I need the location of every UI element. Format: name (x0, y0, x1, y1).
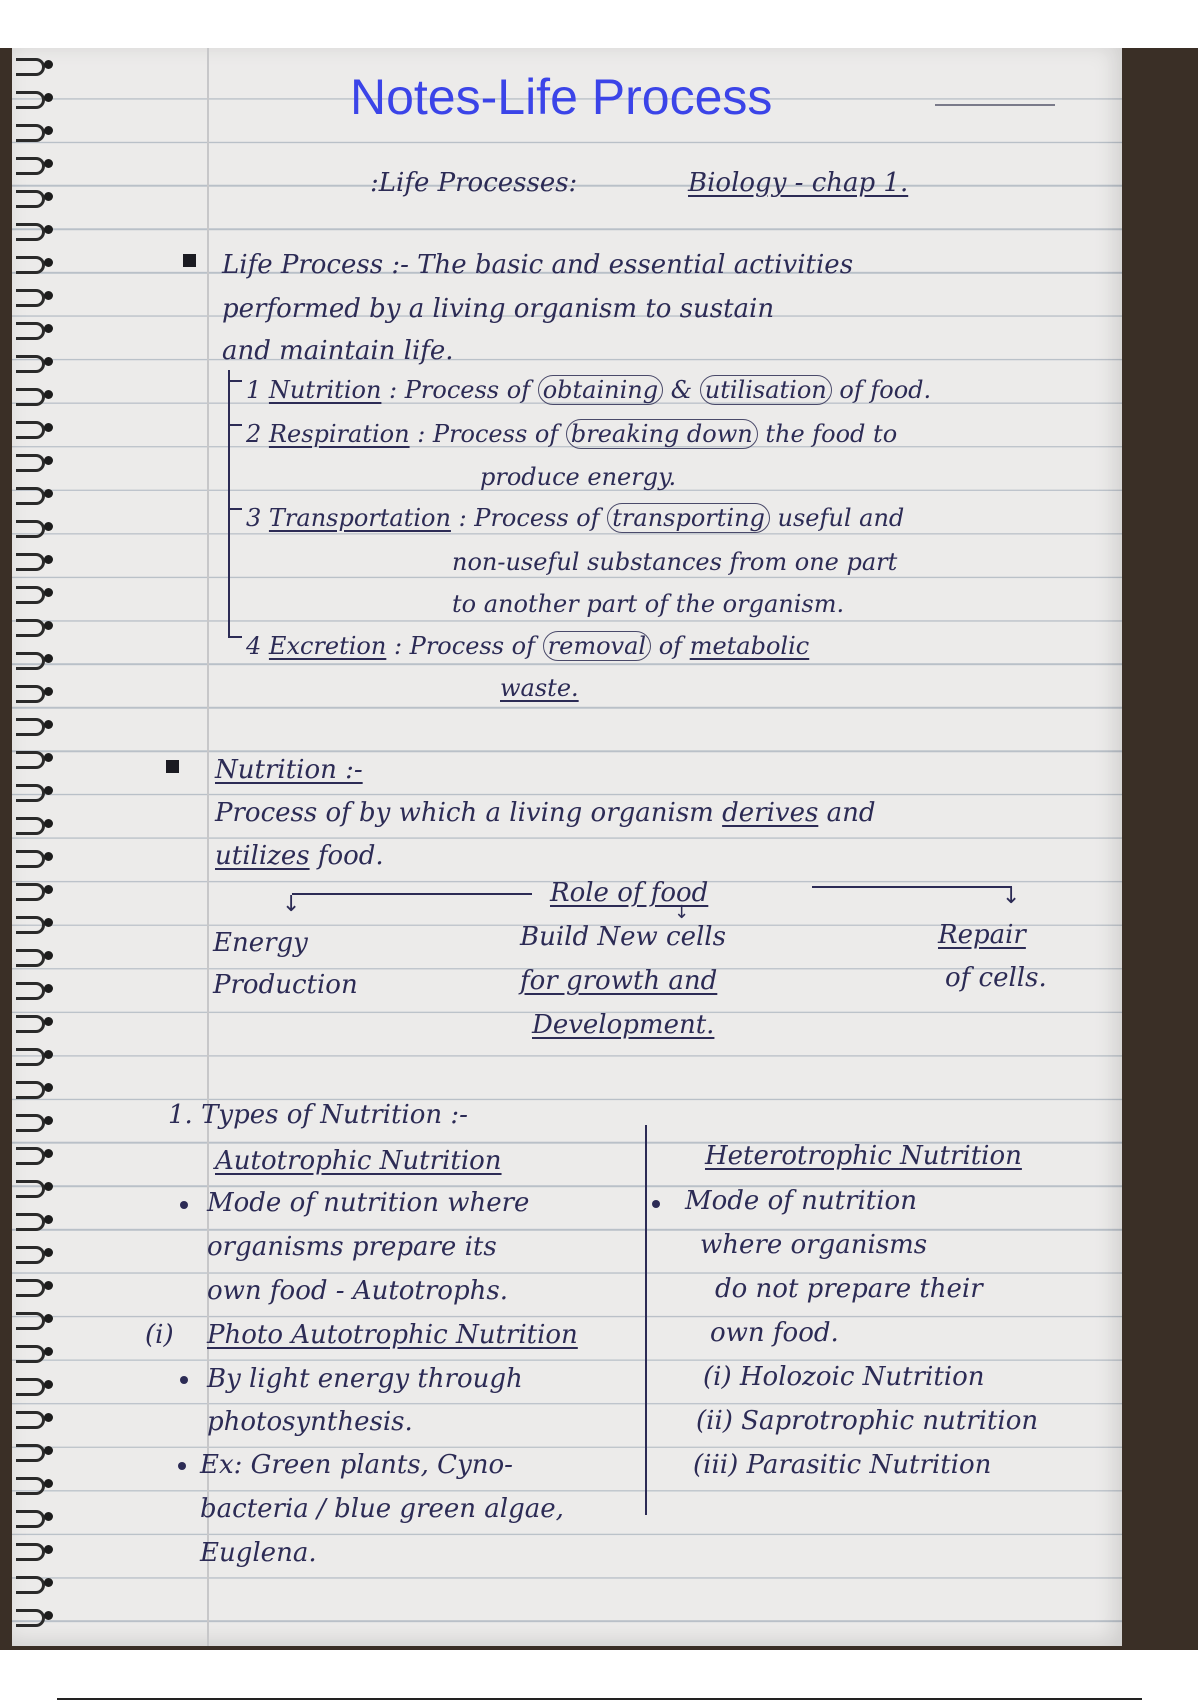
photo-autotrophic-heading: Photo Autotrophic Nutrition (207, 1320, 578, 1350)
life-process-term-label: Life Process :- (222, 250, 409, 280)
spiral-ring (16, 949, 54, 965)
example-line: Euglena. (200, 1538, 317, 1568)
ring-loop (16, 982, 45, 1000)
role-item: Production (213, 970, 358, 1000)
ring-loop (16, 652, 45, 670)
ring-hole (44, 357, 53, 366)
ring-loop (16, 1345, 45, 1363)
ring-loop (16, 1444, 45, 1462)
ring-hole (44, 324, 53, 333)
bracket-tick (228, 636, 242, 638)
heterotrophic-line: Mode of nutrition (685, 1186, 917, 1216)
ring-loop (16, 1378, 45, 1396)
item-text: : Process of (458, 504, 600, 532)
ring-hole (44, 885, 53, 894)
spiral-ring (16, 784, 54, 800)
spiral-ring (16, 982, 54, 998)
ring-loop (16, 1213, 45, 1231)
ring-loop (16, 1510, 45, 1528)
ring-loop (16, 355, 45, 373)
spiral-ring (16, 751, 54, 767)
role-item: for growth and (520, 966, 718, 996)
spiral-ring (16, 1114, 54, 1130)
nutrition-heading: Nutrition :- (215, 755, 363, 785)
item-text: useful and (777, 504, 905, 532)
ring-hole (44, 1578, 53, 1587)
spiral-ring (16, 1609, 54, 1625)
spiral-ring (16, 520, 54, 536)
spiral-ring (16, 1081, 54, 1097)
ring-hole (44, 1050, 53, 1059)
spiral-ring (16, 1576, 54, 1592)
ring-hole (44, 258, 53, 267)
item-text: & (670, 376, 693, 404)
ring-hole (44, 720, 53, 729)
ring-loop (16, 421, 45, 439)
item-number: 2 (246, 420, 262, 448)
item-text: the food to (765, 420, 898, 448)
spiral-ring (16, 1180, 54, 1196)
ring-loop (16, 1411, 45, 1429)
spiral-ring (16, 289, 54, 305)
ring-loop (16, 1081, 45, 1099)
definition-line: and maintain life. (222, 336, 454, 366)
ring-loop (16, 817, 45, 835)
spiral-ring (16, 1444, 54, 1460)
ring-loop (16, 619, 45, 637)
ring-hole (44, 225, 53, 234)
arrow-down-icon: ↓ (1002, 884, 1021, 909)
ring-loop (16, 916, 45, 934)
ring-hole (44, 852, 53, 861)
ring-hole (44, 786, 53, 795)
spiral-ring (16, 1015, 54, 1031)
bracket-tick (228, 508, 242, 510)
autotrophic-line: Mode of nutrition where (207, 1188, 530, 1218)
ring-loop (16, 289, 45, 307)
item-name: Transportation (268, 504, 451, 532)
bracket-tick (228, 380, 242, 382)
spiral-ring (16, 817, 54, 833)
ring-hole (44, 984, 53, 993)
life-process-term (222, 252, 853, 278)
item-text: : Process of (393, 632, 535, 660)
ring-loop (16, 256, 45, 274)
circled-word: transporting (607, 503, 770, 533)
photo-line: By light energy through (207, 1364, 523, 1394)
ring-loop (16, 1246, 45, 1264)
item-number: 1 (246, 376, 262, 404)
ring-hole (44, 60, 53, 69)
ring-loop (16, 124, 45, 142)
spiral-ring (16, 1246, 54, 1262)
role-item: Development. (532, 1010, 715, 1040)
bullet-square (183, 254, 196, 267)
ring-hole (44, 819, 53, 828)
ring-loop (16, 685, 45, 703)
spiral-ring (16, 454, 54, 470)
ring-loop (16, 1114, 45, 1132)
ring-hole (44, 1380, 53, 1389)
ring-hole (44, 192, 53, 201)
bracket-tick (228, 424, 242, 426)
ring-loop (16, 883, 45, 901)
ring-hole (44, 918, 53, 927)
spiral-ring (16, 1213, 54, 1229)
ring-loop (16, 850, 45, 868)
heterotrophic-type: (i) Holozoic Nutrition (703, 1362, 985, 1392)
item-text: metabolic (689, 632, 810, 660)
spiral-ring (16, 652, 54, 668)
definition-text: and (826, 798, 876, 828)
ring-loop (16, 1048, 45, 1066)
ring-hole (44, 1479, 53, 1488)
item-continuation: produce energy. (480, 463, 677, 491)
life-process-item (246, 634, 809, 658)
item-continuation: waste. (500, 674, 579, 702)
spiral-ring (16, 355, 54, 371)
ring-loop (16, 487, 45, 505)
arrow-line-left (292, 893, 532, 895)
definition-text: Process of by which a living organism (215, 798, 714, 828)
role-item: Build New cells (520, 922, 726, 952)
photo-number: (i) (145, 1320, 174, 1350)
circled-word: utilisation (700, 375, 832, 405)
ring-hole (44, 1347, 53, 1356)
definition-line: The basic and essential activities (417, 250, 854, 280)
life-process-item (246, 506, 904, 530)
definition-text: derives (722, 798, 819, 828)
spiral-ring (16, 223, 54, 239)
heterotrophic-line: own food. (710, 1318, 839, 1348)
ring-hole (44, 555, 53, 564)
ring-hole (44, 1182, 53, 1191)
ring-hole (44, 1149, 53, 1158)
spiral-ring (16, 91, 54, 107)
ring-loop (16, 157, 45, 175)
spiral-ring (16, 1378, 54, 1394)
autotrophic-line: organisms prepare its (207, 1232, 497, 1262)
definition-text: utilizes (215, 841, 310, 871)
role-of-food-label: Role of food (550, 878, 709, 908)
spiral-ring (16, 1312, 54, 1328)
bullet-dot (652, 1200, 660, 1208)
example-line: bacteria / blue green algae, (200, 1494, 564, 1524)
ring-hole (44, 951, 53, 960)
ring-loop (16, 586, 45, 604)
ring-loop (16, 949, 45, 967)
ring-hole (44, 1017, 53, 1026)
heterotrophic-type: (ii) Saprotrophic nutrition (696, 1406, 1039, 1436)
spiral-ring (16, 619, 54, 635)
ring-hole (44, 654, 53, 663)
column-divider (645, 1125, 647, 1515)
arrow-down-icon: ↓ (674, 902, 690, 923)
heterotrophic-line: do not prepare their (715, 1274, 983, 1304)
ring-loop (16, 190, 45, 208)
bullet-square (166, 760, 179, 773)
ring-hole (44, 1413, 53, 1422)
arrow-down-icon: ↓ (282, 892, 301, 917)
life-process-item (246, 422, 897, 446)
item-text: of (658, 632, 683, 660)
ring-loop (16, 520, 45, 538)
ring-hole (44, 1248, 53, 1257)
item-number: 3 (246, 504, 262, 532)
ring-loop (16, 1543, 45, 1561)
ring-hole (44, 1446, 53, 1455)
spiral-binding (12, 48, 62, 1646)
ring-loop (16, 751, 45, 769)
spiral-ring (16, 1345, 54, 1361)
topic-heading: :Life Processes: (370, 168, 578, 198)
ring-loop (16, 1147, 45, 1165)
item-text: : Process of (417, 420, 559, 448)
spiral-ring (16, 487, 54, 503)
autotrophic-heading: Autotrophic Nutrition (215, 1146, 502, 1176)
ring-hole (44, 93, 53, 102)
ring-loop (16, 718, 45, 736)
nutrition-definition (215, 843, 384, 869)
ring-loop (16, 1609, 45, 1627)
ring-loop (16, 91, 45, 109)
item-continuation: non-useful substances from one part (452, 548, 898, 576)
ring-loop (16, 223, 45, 241)
item-text: : Process of (389, 376, 531, 404)
item-number: 4 (246, 632, 262, 660)
ring-hole (44, 1281, 53, 1290)
ring-loop (16, 553, 45, 571)
spiral-ring (16, 1510, 54, 1526)
ring-hole (44, 159, 53, 168)
date-blank (935, 104, 1055, 106)
circled-word: removal (543, 631, 651, 661)
autotrophic-line: own food - Autotrophs. (207, 1276, 508, 1306)
spiral-ring (16, 256, 54, 272)
ring-hole (44, 753, 53, 762)
ring-hole (44, 687, 53, 696)
bullet-dot (180, 1376, 188, 1384)
ring-hole (44, 588, 53, 597)
spiral-ring (16, 1147, 54, 1163)
ring-hole (44, 1611, 53, 1620)
heterotrophic-type: (iii) Parasitic Nutrition (693, 1450, 992, 1480)
spiral-ring (16, 58, 54, 74)
types-heading: 1. Types of Nutrition :- (168, 1100, 468, 1130)
ring-hole (44, 522, 53, 531)
spiral-ring (16, 1543, 54, 1559)
life-process-item (246, 378, 931, 402)
spiral-ring (16, 388, 54, 404)
item-name: Excretion (268, 632, 387, 660)
ring-hole (44, 1215, 53, 1224)
spiral-ring (16, 421, 54, 437)
role-item: Repair (938, 920, 1026, 950)
arrow-line-right (812, 886, 1012, 888)
spiral-ring (16, 157, 54, 173)
spiral-ring (16, 1279, 54, 1295)
ring-hole (44, 489, 53, 498)
nutrition-definition (215, 800, 875, 826)
ring-loop (16, 1312, 45, 1330)
ring-hole (44, 1314, 53, 1323)
page-title: Notes-Life Process (350, 69, 773, 125)
spiral-ring (16, 850, 54, 866)
spiral-ring (16, 718, 54, 734)
photo-line: photosynthesis. (207, 1407, 413, 1437)
subject-label: Biology - chap 1. (688, 168, 909, 198)
ring-loop (16, 1180, 45, 1198)
spiral-ring (16, 322, 54, 338)
heterotrophic-line: where organisms (700, 1230, 928, 1260)
role-item: of cells. (945, 963, 1047, 993)
heterotrophic-heading: Heterotrophic Nutrition (705, 1141, 1022, 1171)
bullet-dot (180, 1201, 188, 1209)
ring-hole (44, 456, 53, 465)
ring-loop (16, 1015, 45, 1033)
ring-hole (44, 621, 53, 630)
ring-loop (16, 1477, 45, 1495)
ring-loop (16, 1279, 45, 1297)
item-name: Nutrition (268, 376, 382, 404)
ring-hole (44, 126, 53, 135)
spiral-ring (16, 124, 54, 140)
ring-hole (44, 1545, 53, 1554)
ring-hole (44, 390, 53, 399)
definition-line: performed by a living organism to sustain (222, 294, 775, 324)
ring-hole (44, 1512, 53, 1521)
circled-word: obtaining (538, 375, 663, 405)
spiral-ring (16, 1048, 54, 1064)
spiral-ring (16, 1411, 54, 1427)
ring-hole (44, 1083, 53, 1092)
item-continuation: to another part of the organism. (452, 590, 845, 618)
spiral-ring (16, 916, 54, 932)
ring-loop (16, 322, 45, 340)
item-text: of food. (839, 376, 932, 404)
spiral-ring (16, 553, 54, 569)
spiral-ring (16, 883, 54, 899)
ring-loop (16, 784, 45, 802)
ring-hole (44, 291, 53, 300)
definition-text: food. (317, 841, 384, 871)
ring-hole (44, 423, 53, 432)
ring-loop (16, 454, 45, 472)
spiral-ring (16, 190, 54, 206)
example-line: Ex: Green plants, Cyno- (200, 1450, 513, 1480)
bracket-line (228, 370, 230, 638)
ring-hole (44, 1116, 53, 1125)
ring-loop (16, 1576, 45, 1594)
item-name: Respiration (268, 420, 410, 448)
spiral-ring (16, 685, 54, 701)
ring-loop (16, 58, 45, 76)
bullet-dot (178, 1462, 186, 1470)
spiral-ring (16, 586, 54, 602)
ring-loop (16, 388, 45, 406)
circled-word: breaking down (566, 419, 758, 449)
spiral-ring (16, 1477, 54, 1493)
role-item: Energy (213, 928, 308, 958)
